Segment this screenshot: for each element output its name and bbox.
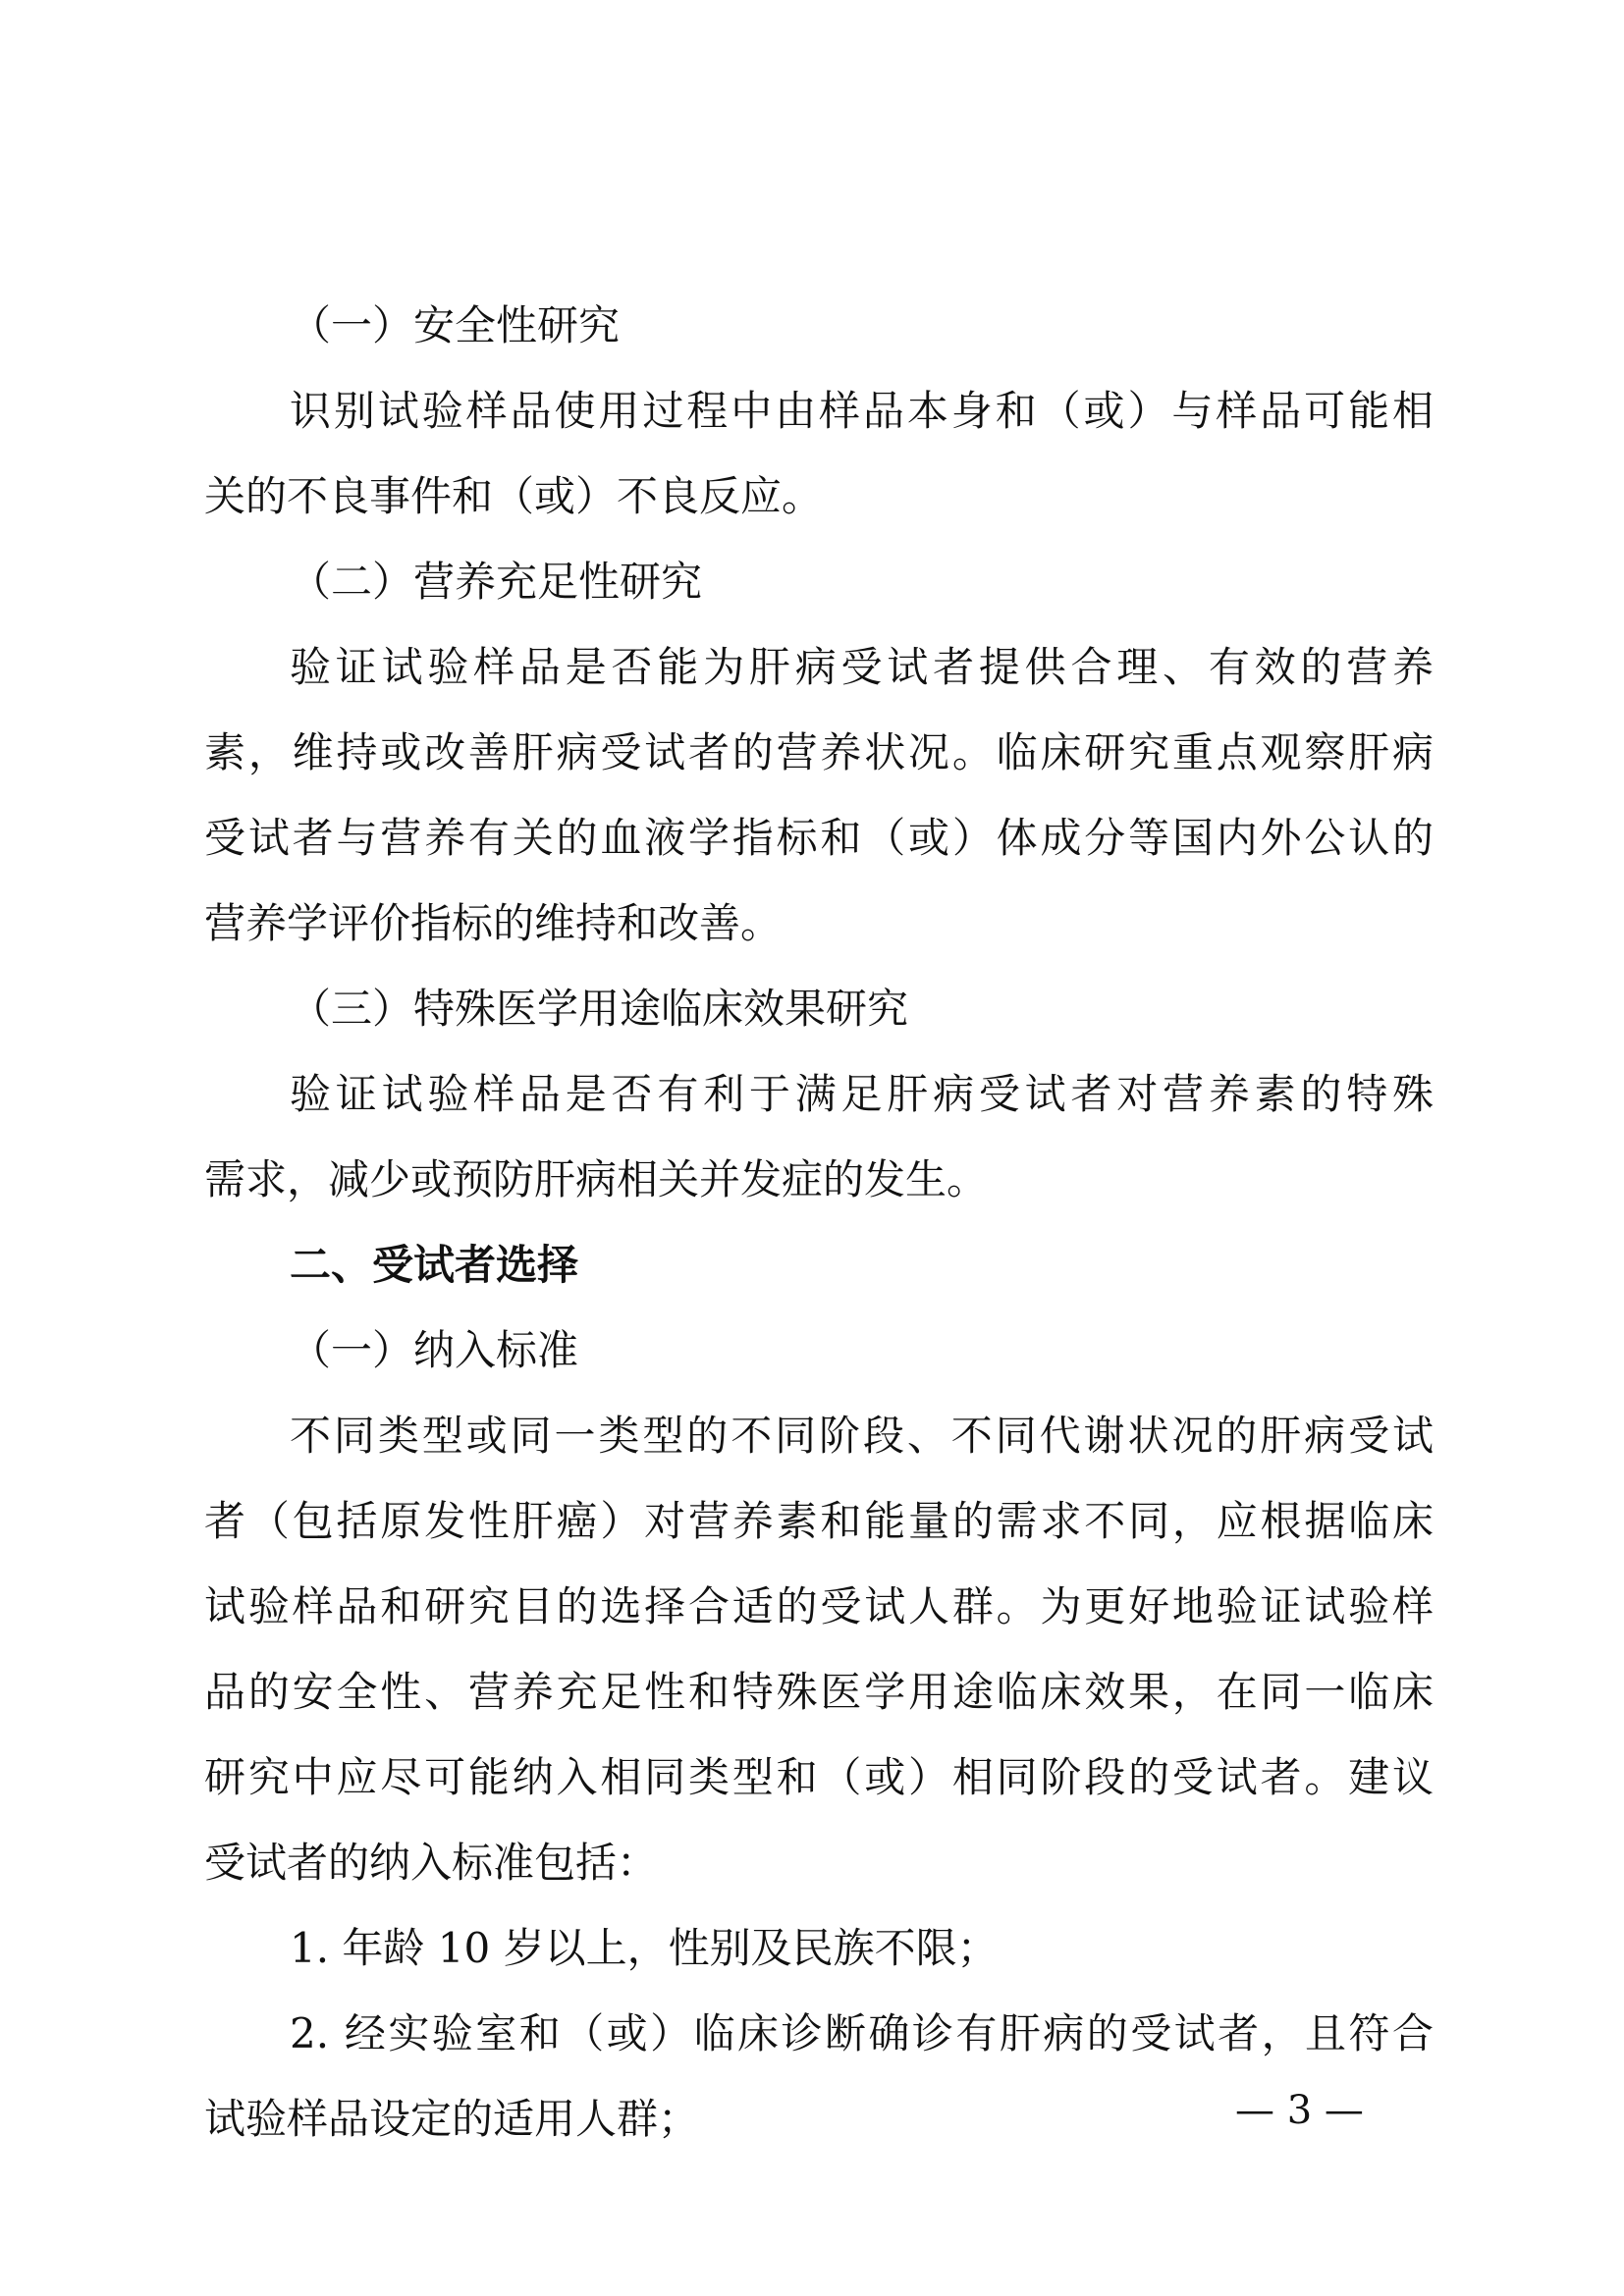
subheading-clinical-effect-study: （三）特殊医学用途临床效果研究 (290, 985, 909, 1033)
paragraph-line: 试验样品设定的适用人群； (204, 2095, 700, 2143)
page-number: — 3 — (1235, 2088, 1364, 2133)
subheading-nutrition-adequacy-study: （二）营养充足性研究 (290, 558, 703, 606)
paragraph-line: 品的安全性、营养充足性和特殊医学用途临床效果，在同一临床 (204, 1668, 1434, 1716)
paragraph-line: 关的不良事件和（或）不良反应。 (204, 472, 824, 520)
paragraph-line: 者（包括原发性肝癌）对营养素和能量的需求不同，应根据临床 (204, 1497, 1434, 1545)
subheading-safety-study: （一）安全性研究 (290, 301, 621, 349)
subheading-inclusion-criteria: （一）纳入标准 (290, 1326, 579, 1374)
paragraph-line: 试验样品和研究目的选择合适的受试人群。为更好地验证试验样 (204, 1582, 1434, 1630)
list-item-diagnosis: 2. 经实验室和（或）临床诊断确诊有肝病的受试者，且符合 (290, 2009, 1434, 2057)
paragraph-line: 营养学评价指标的维持和改善。 (204, 899, 783, 947)
paragraph-line: 验证试验样品是否有利于满足肝病受试者对营养素的特殊 (290, 1070, 1434, 1118)
paragraph-line: 受试者与营养有关的血液学指标和（或）体成分等国内外公认的 (204, 814, 1434, 862)
paragraph-line: 受试者的纳入标准包括： (204, 1839, 659, 1887)
paragraph-line: 不同类型或同一类型的不同阶段、不同代谢状况的肝病受试 (290, 1412, 1434, 1460)
section-heading-subject-selection: 二、受试者选择 (290, 1241, 579, 1289)
paragraph-line: 验证试验样品是否能为肝病受试者提供合理、有效的营养 (290, 643, 1434, 691)
list-item-age: 1. 年龄 10 岁以上，性别及民族不限； (290, 1924, 999, 1972)
paragraph-line: 素，维持或改善肝病受试者的营养状况。临床研究重点观察肝病 (204, 728, 1434, 776)
paragraph-line: 识别试验样品使用过程中由样品本身和（或）与样品可能相 (290, 387, 1434, 435)
paragraph-line: 需求，减少或预防肝病相关并发症的发生。 (204, 1155, 989, 1203)
paragraph-line: 研究中应尽可能纳入相同类型和（或）相同阶段的受试者。建议 (204, 1753, 1434, 1801)
document-body (204, 283, 1434, 2162)
